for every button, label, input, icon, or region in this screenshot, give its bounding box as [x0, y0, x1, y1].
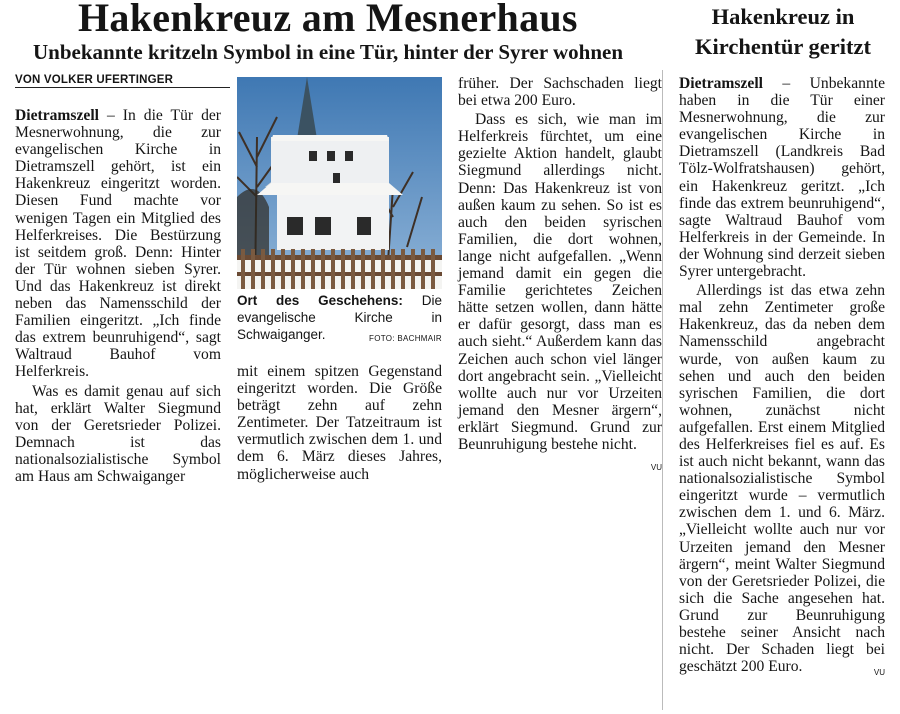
side-dateline: Dietramszell	[679, 75, 763, 92]
side-paragraph-1-text: – Unbekannte haben in die Tür einer Mesnerwohnung, die zur evangelischen Kirche in Dietramszell (Landkreis Bad Tölz-Wolfratshausen) gehört, ein Hakenkreuz geritzt. „Ich finde das extrem beunruhigend“, sagte Waltraud Bauhof vom Helferkreis in der Gemeinde. In der Wohnung sind derzeit sieben Syrer untergebracht.	[679, 75, 885, 281]
side-author-signature: VU	[873, 668, 885, 678]
photo-caption	[237, 292, 442, 347]
author-signature: VU	[650, 463, 662, 473]
dateline: Dietramszell	[15, 107, 99, 124]
headline: Hakenkreuz am Mesnerhaus	[78, 0, 578, 40]
paragraph-3-text: Dass es sich, wie man im Helferkreis fürchtet, um eine gezielte Aktion handelt, glaubt Siegmund allerdings nicht. Denn: Das Hakenkreuz ist von außen kaum zu sehen. So ist es auch den beiden syrischen Familien, die dort wohnen, lange nicht aufgefallen. „Wenn jemand damit ein gegen die Familie gerichtetes Zeichen hätte setzen wollen, dann hätte er dafür gesorgt, dass man es auch sieht.“ Außerdem kann das Zeichen auch schon viel länger dort angebracht sein. „Vielleicht wollte auch nur vor Urzeiten jemand den Mesner ärgern“, erklärt Siegmund. Grund zur Beunruhigung bestehe nicht.	[458, 111, 662, 453]
column-divider	[662, 70, 663, 710]
subheadline: Unbekannte kritzeln Symbol in eine Tür, hinter der Syrer wohnen	[33, 40, 624, 64]
paragraph-1-text: – In die Tür der Mesnerwohnung, die zur evangelischen Kirche in Dietramszell gehört, ist ein Hakenkreuz eingeritzt worden. Diesen Fund machte vor wenigen Tagen ein Mitglied des Helferkreises. Die Bestürzung ist seitdem groß. Denn: Hinter der Tür wohnen sieben Syrer. Und das Hakenkreuz ist direkt neben das Namensschild der Familien eingeritzt. „Ich finde das extrem beunruhigend“, sagt Waltraud Bauhof vom Helferkreis.	[15, 107, 221, 381]
article-column-2	[237, 363, 442, 483]
article-paragraph-1	[15, 107, 221, 381]
caption-label: Ort des Geschehens:	[237, 293, 403, 308]
side-article-column	[679, 75, 885, 681]
article-column-3	[458, 75, 662, 476]
side-headline: Hakenkreuz in Kirchentür geritzt	[695, 4, 871, 59]
article-column-1	[15, 107, 221, 485]
side-paragraph-2-text: Allerdings ist das etwa zehn mal zehn Zentimeter große Hakenkreuz, das da neben dem Namensschild angebracht wurde, von außen kaum zu sehen und auch den beiden syrischen Familien, die dort wohnen, zunächst nicht aufgefallen. Erst einem Mitglied des Helferkreises fiel es auf. Es ist auch nicht bekannt, wann das nationalsozialistische Symbol eingeritzt wurde – vermutlich zwischen dem 1. und 6. März. „Vielleicht wollte auch nur vor Urzeiten jemand den Mesner ärgern“, meint Walter Siegmund von der Geretsrieder Polizei, die sich die Sache angesehen hat. Grund zur Beunruhigung bestehe seiner Ansicht nach nicht. Der Schaden liegt bei geschätzt 200 Euro.	[679, 282, 885, 676]
article-paragraph-3	[458, 111, 662, 473]
article-paragraph-2: Was es damit genau auf sich hat, erklärt Walter Siegmund von der Geretsrieder Polizei. Demnach ist das nationalsozialistische Symbol am Haus am Schwaiganger	[15, 382, 221, 485]
church-photo-image	[237, 77, 442, 289]
photo-credit: FOTO: BACHMAIR	[369, 334, 442, 343]
article-paragraph-2-end: früher. Der Sachschaden liegt bei etwa 200 Euro.	[458, 75, 662, 110]
side-article-paragraph-1	[679, 75, 885, 280]
church-photo	[237, 77, 442, 289]
caption-text: Die evangelische Kirche in Schwaiganger.	[237, 293, 442, 342]
side-article-paragraph-2	[679, 282, 885, 678]
byline: VON VOLKER UFERTINGER	[15, 74, 230, 88]
article-paragraph-2-continued: mit einem spitzen Gegenstand eingeritzt worden. Die Größe beträgt zehn auf zehn Zentimeter. Der Tatzeitraum ist vermutlich zwischen dem 1. und dem 6. März dieses Jahres, möglicherweise auch	[237, 363, 442, 483]
